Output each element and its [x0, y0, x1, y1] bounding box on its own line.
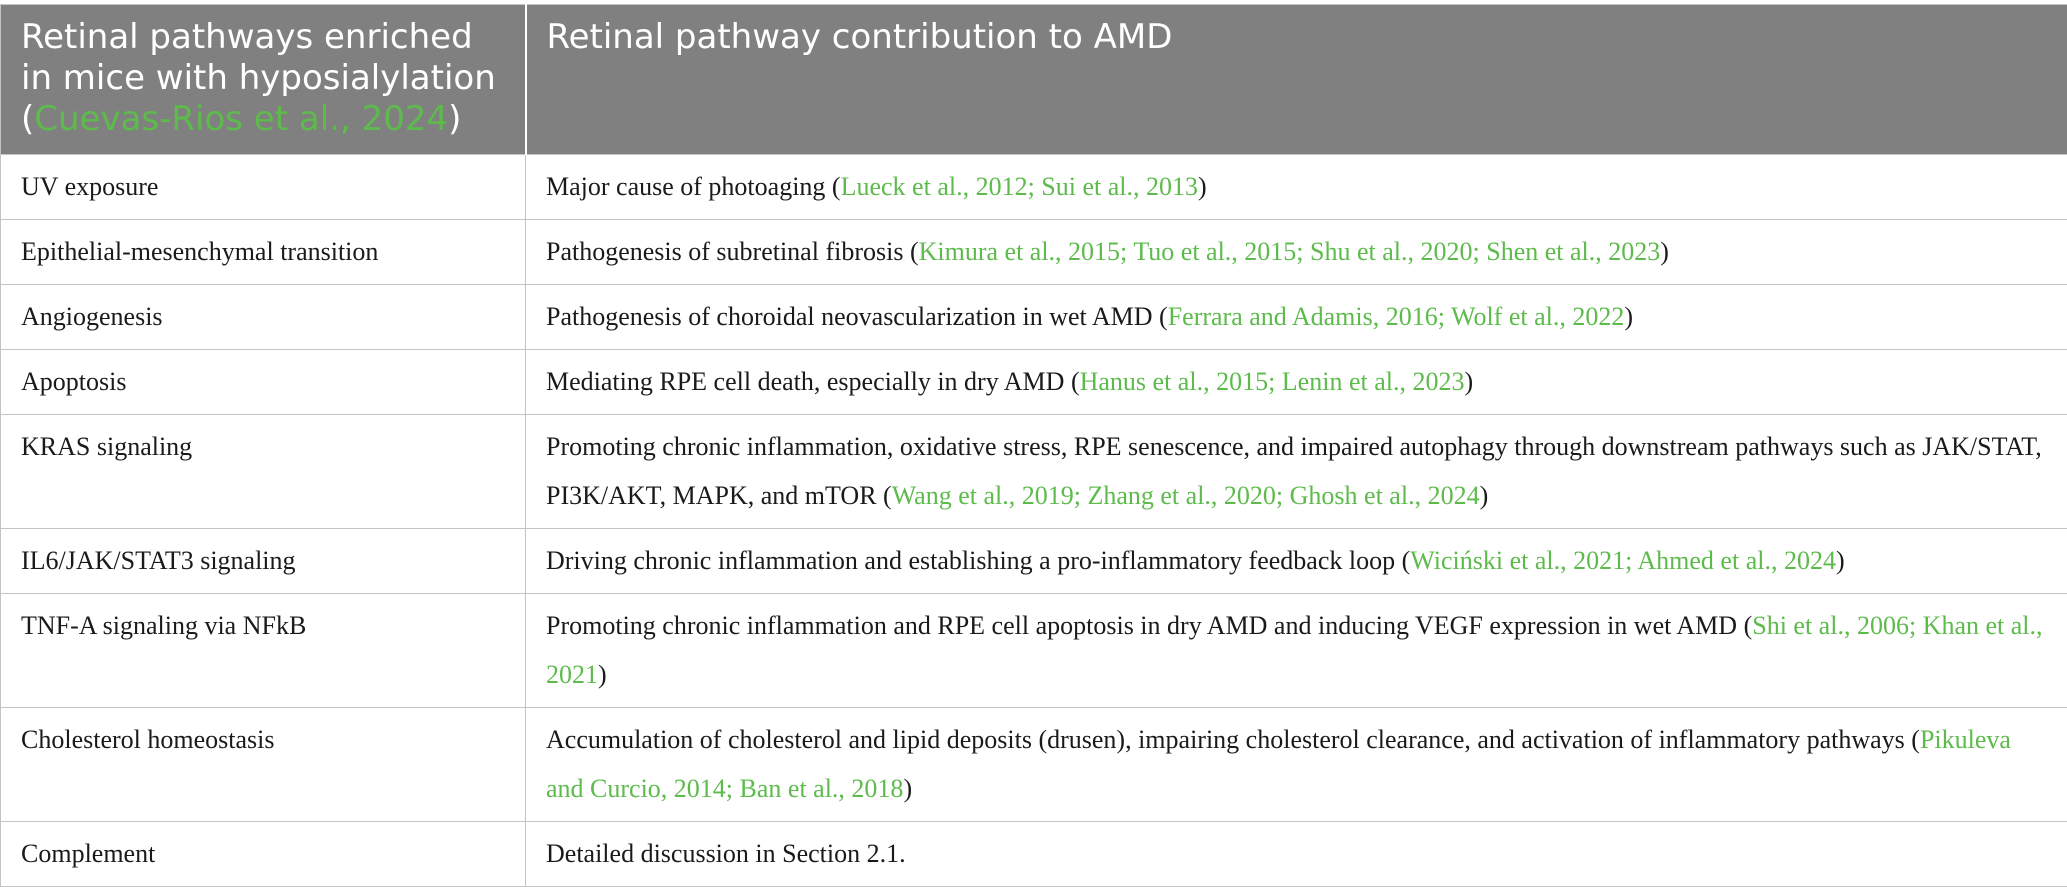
- contribution-text: Major cause of photoaging (: [546, 172, 841, 201]
- header-line-3-prefix: (: [21, 99, 34, 139]
- pathway-cell: TNF-A signaling via NFkB: [1, 594, 526, 708]
- contribution-suffix: ): [1480, 481, 1489, 510]
- header-contribution-to-amd: Retinal pathway contribution to AMD: [526, 5, 2067, 155]
- header-line-2: in mice with hyposialylation: [21, 58, 496, 98]
- table-row: [1, 155, 2067, 220]
- contribution-text: Mediating RPE cell death, especially in dry AMD (: [546, 367, 1080, 396]
- contribution-cell: [526, 529, 2067, 594]
- contribution-suffix: ): [903, 774, 912, 803]
- citation-link[interactable]: Shi et al., 2006; Khan et al., 2021: [546, 611, 2043, 689]
- contribution-suffix: ): [1198, 172, 1207, 201]
- pathway-cell: KRAS signaling: [1, 415, 526, 529]
- contribution-cell: [526, 285, 2067, 350]
- pathway-cell: IL6/JAK/STAT3 signaling: [1, 529, 526, 594]
- citation-link[interactable]: Wang et al., 2019; Zhang et al., 2020; Ghosh et al., 2024: [892, 481, 1480, 510]
- pathway-cell: Angiogenesis: [1, 285, 526, 350]
- table-row: [1, 285, 2067, 350]
- contribution-cell: [526, 155, 2067, 220]
- contribution-suffix: ): [1464, 367, 1473, 396]
- table-row: [1, 220, 2067, 285]
- table-row: [1, 350, 2067, 415]
- contribution-cell: [526, 350, 2067, 415]
- header-line-3-suffix: ): [448, 99, 461, 139]
- contribution-text: Driving chronic inflammation and establishing a pro-inflammatory feedback loop (: [546, 546, 1410, 575]
- header-citation-link[interactable]: Cuevas-Rios et al., 2024: [34, 99, 448, 139]
- citation-link[interactable]: Pikuleva and Curcio, 2014; Ban et al., 2018: [546, 725, 2011, 803]
- contribution-text: Promoting chronic inflammation and RPE cell apoptosis in dry AMD and inducing VEGF expression in wet AMD (: [546, 611, 1752, 640]
- header-line-1: Retinal pathways enriched: [21, 17, 473, 57]
- header-pathways-enriched: [1, 5, 526, 155]
- table-row: [1, 415, 2067, 529]
- citation-link[interactable]: Hanus et al., 2015; Lenin et al., 2023: [1080, 367, 1465, 396]
- contribution-text: Pathogenesis of choroidal neovascularization in wet AMD (: [546, 302, 1168, 331]
- table-row: [1, 708, 2067, 822]
- contribution-cell: [526, 708, 2067, 822]
- citation-link[interactable]: Ferrara and Adamis, 2016; Wolf et al., 2022: [1168, 302, 1625, 331]
- pathway-cell: UV exposure: [1, 155, 526, 220]
- contribution-text: Detailed discussion in Section 2.1.: [546, 839, 906, 868]
- pathway-cell: Cholesterol homeostasis: [1, 708, 526, 822]
- contribution-suffix: ): [598, 660, 607, 689]
- contribution-text: Accumulation of cholesterol and lipid deposits (drusen), impairing cholesterol clearance, and activation of inflammatory pathways (: [546, 725, 1920, 754]
- header-row: [1, 5, 2067, 155]
- pathway-cell: Complement: [1, 822, 526, 887]
- contribution-text: Pathogenesis of subretinal fibrosis (: [546, 237, 919, 266]
- pathway-cell: Apoptosis: [1, 350, 526, 415]
- table-row: [1, 594, 2067, 708]
- contribution-suffix: ): [1624, 302, 1633, 331]
- contribution-cell: [526, 415, 2067, 529]
- citation-link[interactable]: Kimura et al., 2015; Tuo et al., 2015; Shu et al., 2020; Shen et al., 2023: [919, 237, 1661, 266]
- pathways-table: [0, 4, 2067, 887]
- contribution-suffix: ): [1660, 237, 1669, 266]
- table-body: [1, 155, 2067, 887]
- contribution-suffix: ): [1836, 546, 1845, 575]
- pathway-cell: Epithelial-mesenchymal transition: [1, 220, 526, 285]
- citation-link[interactable]: Lueck et al., 2012; Sui et al., 2013: [841, 172, 1198, 201]
- contribution-cell: [526, 594, 2067, 708]
- contribution-text: Promoting chronic inflammation, oxidative stress, RPE senescence, and impaired autophagy through downstream pathways such as JAK/STAT, PI3K/AKT, MAPK, and mTOR (: [546, 432, 2042, 510]
- table-header: [1, 5, 2067, 155]
- table-row: [1, 529, 2067, 594]
- citation-link[interactable]: Wiciński et al., 2021; Ahmed et al., 2024: [1410, 546, 1836, 575]
- contribution-cell: [526, 220, 2067, 285]
